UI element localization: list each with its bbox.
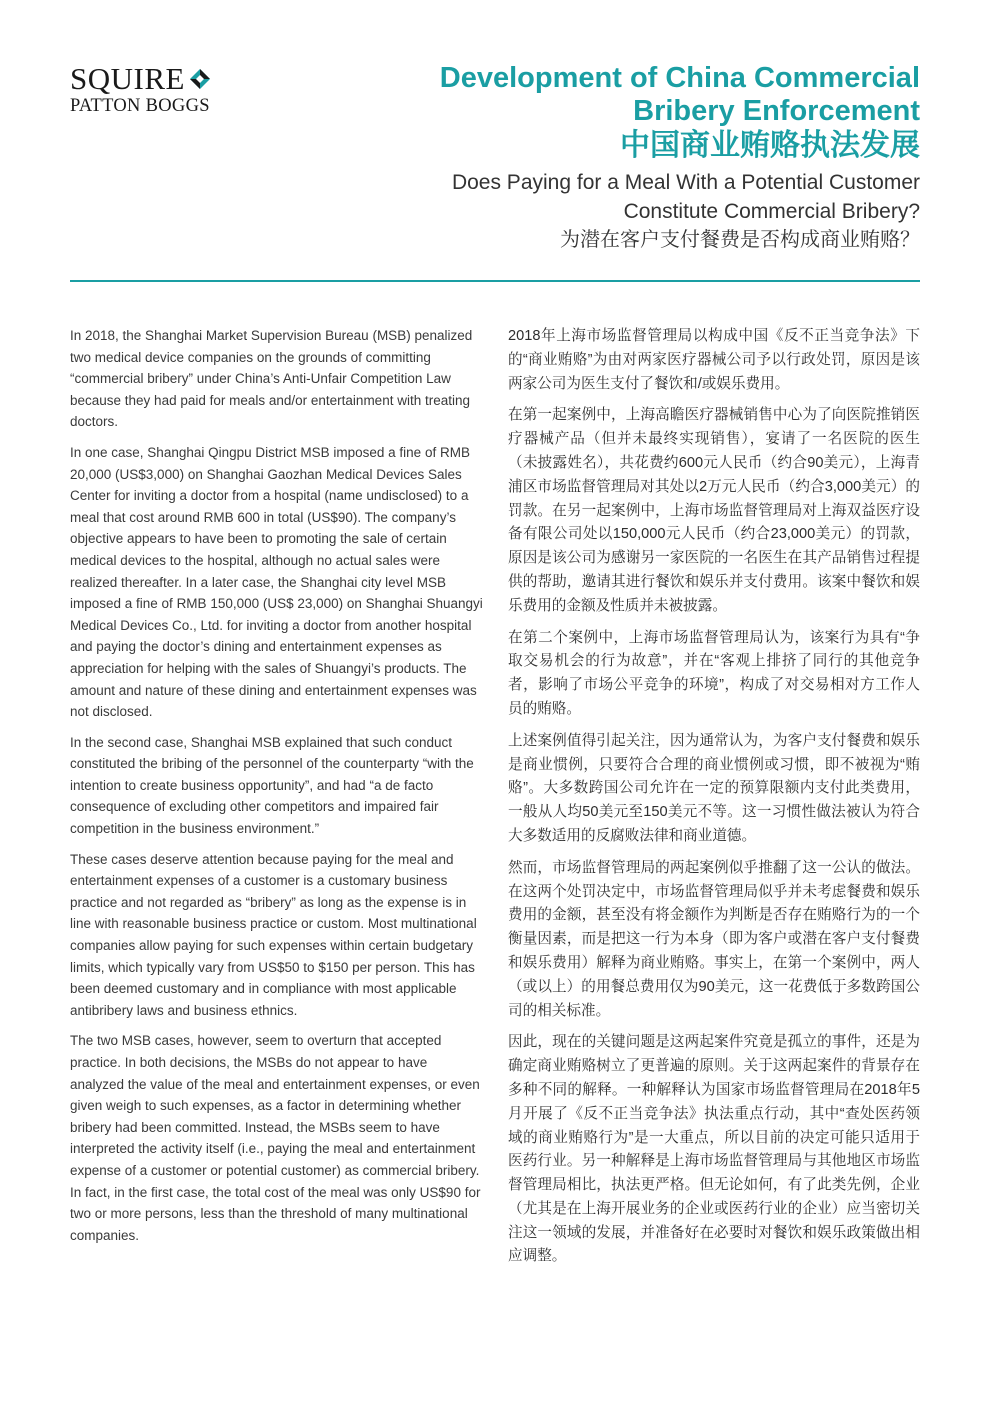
paragraph-en: In one case, Shanghai Qingpu District MSB imposed a fine of RMB 20,000 (US$3,000) on Shanghai Gaozhan Medical Devices Sales Center for inviting a doctor from a hospital (name undisclosed) to a meal that cost around RMB 600 in total (US$90). The company’s objective appears to have been to promoting the sale of certain medical devices to the hospital, although no actual sales were realized thereafter. In a later case, the Shanghai city level MSB imposed a fine of RMB 150,000 (US$ 23,000) on Shanghai Shuangyi Medical Devices Co., Ltd. for inviting a doctor from another hospital and paying the doctor’s dining and entertainment expenses as appreciation for helping with the sales of Shuangyi’s products. The amount and nature of these dining and entertainment expenses was not disclosed. <box>70 444 483 720</box>
chinese-column <box>508 325 920 1277</box>
paragraph-zh: 2018年上海市场监督管理局以构成中国《反不正当竞争法》下的“商业贿赂”为由对两家医疗器械公司予以行政处罚，原因是该两家公司为医生支付了餐饮和/或娱乐费用。 <box>508 328 920 392</box>
header-divider <box>70 280 920 282</box>
diamond-arrow-logo-icon <box>189 68 211 90</box>
paragraph-en: These cases deserve attention because paying for the meal and entertainment expenses of a customer is a customary business practice and not regarded as “bribery” as long as the expense is in line with reasonable business practice or custom. Most multinational companies allow paying for such expenses within certain budgetary limits, which typically vary from US$50 to $150 per person. This has been deemed customary and in compliance with most applicable antibribery laws and business ethnics. <box>70 851 477 1018</box>
paragraph-zh: 因此，现在的关键问题是这两起案件究竟是孤立的事件，还是为确定商业贿赂树立了更普遍的原则。关于这两起案件的背景存在多种不同的解释。一种解释认为国家市场监督管理局在2018年5月开展了《反不正当竞争法》执法重点行动，其中“查处医药领域的商业贿赂行为”是一大重点，所以目前的决定可能只适用于医药行业。另一种解释是上海市场监督管理局与其他地区市场监督管理局相比，执法更严格。但无论如何，有了此类先例，企业（尤其是在上海开展业务的企业或医药行业的企业）应当密切关注这一领域的发展，并准备好在必要时对餐饮和娱乐政策做出相应调整。 <box>508 1034 920 1265</box>
paragraph-zh: 上述案例值得引起关注，因为通常认为，为客户支付餐费和娱乐是商业惯例，只要符合合理的商业惯例或习惯，即不被视为“贿赂”。大多数跨国公司允许在一定的预算限额内支付此类费用，一般从人均50美元至150美元不等。这一习惯性做法被认为符合大多数适用的反腐败法律和商业道德。 <box>508 732 920 844</box>
document-subtitle-en: Does Paying for a Meal With a Potential Customer Constitute Commercial Bribery? <box>451 171 920 223</box>
paragraph-zh: 在第二个案例中，上海市场监督管理局认为，该案行为具有“争取交易机会的行为故意”，并在“客观上排挤了同行的其他竞争者，影响了市场公平竞争的环境”，构成了对交易相对方工作人员的贿赂。 <box>508 629 920 717</box>
paragraph-en: In 2018, the Shanghai Market Supervision Bureau (MSB) penalized two medical device companies on the grounds of committing “commercial bribery” under China’s Anti-Unfair Competition Law because they had paid for meals and/or entertainment with treating doctors. <box>70 328 473 430</box>
document-title-zh: 中国商业贿赂执法发展 <box>620 129 920 162</box>
paragraph-zh: 然而，市场监督管理局的两起案例似乎推翻了这一公认的做法。在这两个处罚决定中，市场监督管理局似乎并未考虑餐费和娱乐费用的金额，甚至没有将金额作为判断是否存在贿赂行为的一个衡量因素，而是把这一行为本身（即为客户或潜在客户支付餐费和娱乐费用）解释为商业贿赂。事实上，在第一个案例中，两人（或以上）的用餐总费用仅为90美元，这一花费低于多数跨国公司的相关标准。 <box>508 859 920 1019</box>
logo-wordmark-line2: PATTON BOGGS <box>70 96 210 116</box>
logo-wordmark-line1: SQUIRE <box>70 61 185 96</box>
paragraph-zh: 在第一起案例中，上海高瞻医疗器械销售中心为了向医院推销医疗器械产品（但并未最终实现销售），宴请了一名医院的医生（未披露姓名），共花费约600元人民币（约合90美元），上海青浦区市场监督管理局对其处以2万元人民币（约合3,000美元）的罚款。在另一起案例中，上海市场监督管理局对上海双益医疗设备有限公司处以150,000元人民币（约合23,000美元）的罚款，原因是该公司为感谢另一家医院的一名医生在其产品销售过程提供的帮助，邀请其进行餐饮和娱乐并支付费用。该案中餐饮和娱乐费用的金额及性质并未被披露。 <box>508 407 920 614</box>
paragraph-en: The two MSB cases, however, seem to overturn that accepted practice. In both decisions, the MSBs do not appear to have analyzed the value of the meal and entertainment expenses, or even given weigh to such expenses, as a factor in determining whether bribery had been committed. Instead, the MSBs seem to have interpreted the activity itself (i.e., paying the meal and entertainment expense of a customer or potential customer) as commercial bribery. In fact, in the first case, the total cost of the meal was only US$90 for two or more persons, less than the threshold of many multinational companies. <box>70 1033 481 1243</box>
document-header <box>360 62 920 254</box>
document-subtitle-zh: 为潜在客户支付餐费是否构成商业贿赂？ <box>560 229 920 251</box>
english-column <box>70 325 484 1255</box>
firm-logo <box>70 61 250 116</box>
paragraph-en: In the second case, Shanghai MSB explained that such conduct constituted the bribing of the personnel of the counterparty “with the intention to create business opportunity”, and had “a de facto consequence of excluding other competitors and impaired fair competition in the business environment.” <box>70 734 474 837</box>
document-title-en: Development of China Commercial Bribery Enforcement <box>439 62 920 127</box>
